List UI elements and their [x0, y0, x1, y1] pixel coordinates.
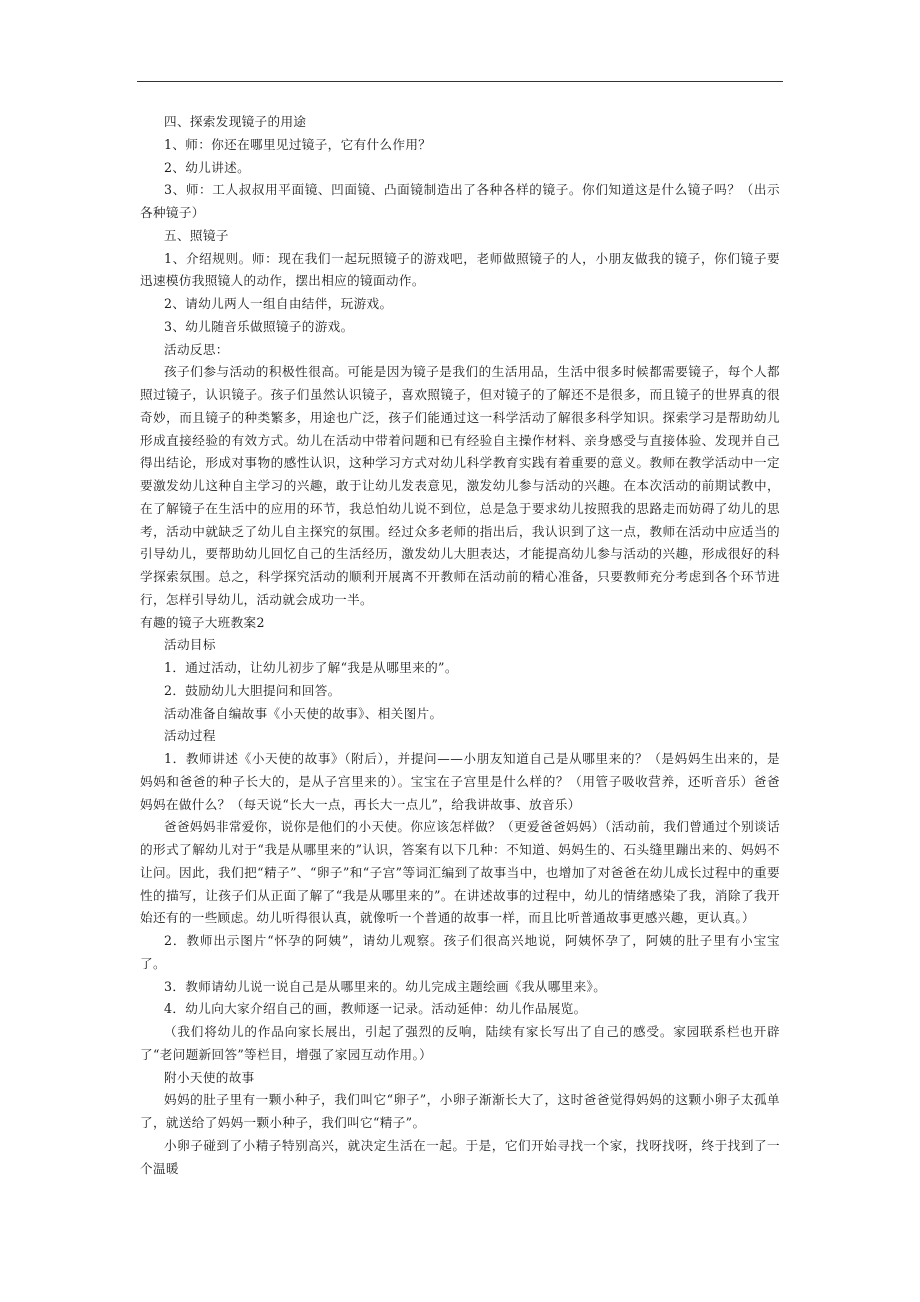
paragraph: 3、师：工人叔叔用平面镜、凹面镜、凸面镜制造出了各种各样的镜子。你们知道这是什么镜子吗？（出示各种镜子）	[140, 182, 780, 220]
paragraph: 2．教师出示图片“怀孕的阿姨”，请幼儿观察。孩子们很高兴地说，阿姨怀孕了，阿姨的肚子里有小宝宝了。	[140, 933, 780, 971]
paragraph: 活动反思：	[164, 341, 229, 357]
paragraph: 妈妈的肚子里有一颗小种子，我们叫它“卵子”，小卵子渐渐长大了，这时爸爸觉得妈妈的这颗小卵子太孤单了，就送给了妈妈一颗小种子，我们叫它“精子”。	[140, 1092, 780, 1130]
section-title: 有趣的镜子大班教案2	[140, 614, 265, 630]
paragraph: 2、请幼儿两人一组自由结伴，玩游戏。	[164, 296, 393, 311]
paragraph: 五、照镜子	[164, 227, 229, 243]
paragraph: 活动过程	[164, 728, 216, 744]
paragraph: 2．鼓励幼儿大胆提问和回答。	[164, 682, 341, 698]
paragraph: 活动目标	[164, 637, 216, 653]
paragraph: 小卵子碰到了小精子特别高兴，就决定生活在一起。于是，它们开始寻找一个家，找呀找呀，终于找到了一个温暖	[140, 1137, 780, 1176]
paragraph: 2、幼儿讲述。	[164, 159, 251, 175]
paragraph: 孩子们参与活动的积极性很高。可能是因为镜子是我们的生活用品，生活中很多时候都需要镜子，每个人都照过镜子，认识镜子。孩子们虽然认识镜子，喜欢照镜子，但对镜子的了解还不是很多，而且镜子的世界真的很奇妙，而且镜子的种类繁多，用途也广泛，孩子们能通过这一科学活动了解很多科学知识。探索学习是帮助幼儿形成直接经验的有效方式。幼儿在活动中带着问题和已有经验自主操作材料、亲身感受与直接体验、发现并自己得出结论，形成对事物的感性认识，这种学习方式对幼儿科学教育实践有着重要的意义。教师在教学活动中一定要激发幼儿这种自主学习的兴趣，敢于让幼儿发表意见，激发幼儿参与活动的兴趣。在本次活动的前期试教中，在了解镜子在生活中的应用的环节，我总怕幼儿说不到位，总是急于要求幼儿按照我的思路走而妨碍了幼儿的思考，活动中就缺乏了幼儿自主探究的氛围。经过众多老师的指出后，我认识到了这一点，教师在活动中应适当的引导幼儿，要帮助幼儿回忆自己的生活经历，激发幼儿大胆表达，才能提高幼儿参与活动的兴趣，形成很好的科学探索氛围。总之，科学探究活动的顺利开展离不开教师在活动前的精心准备，只要教师充分考虑到各个环节进行，怎样引导幼儿，活动就会成功一半。	[140, 364, 780, 607]
paragraph: 爸爸妈妈非常爱你，说你是他们的小天使。你应该怎样做？（更爱爸爸妈妈）（活动前，我们曾通过个别谈话的形式了解幼儿对于“我是从哪里来的”认识，答案有以下几种：不知道、妈妈生的、石头缝里蹦出来的、妈妈不让问。因此，我们把“精子”、“卵子”和“子宫”等词汇编到了故事当中，也增加了对爸爸在幼儿成长过程中的重要性的描写，让孩子们从正面了解了“我是从哪里来的”。在讲述故事的过程中，幼儿的情绪感染了我，消除了我开始还有的一些顾虑。幼儿听得很认真，就像听一个普通的故事一样，而且比听普通故事更感兴趣，更认真。）	[140, 819, 780, 926]
paragraph: 4．幼儿向大家介绍自己的画，教师逐一记录。活动延伸：幼儿作品展览。	[164, 1001, 587, 1017]
paragraph: 1．通过活动，让幼儿初步了解“我是从哪里来的”。	[164, 660, 458, 675]
paragraph: （我们将幼儿的作品向家长展出，引起了强烈的反响，陆续有家长写出了自己的感受。家园联系栏也开辟了“老问题新回答”等栏目，增强了家园互动作用。）	[140, 1024, 780, 1062]
paragraph: 3．教师请幼儿说一说自己是从哪里来的。幼儿完成主题绘画《我从哪里来》。	[164, 978, 607, 994]
paragraph: 1、介绍规则。师：现在我们一起玩照镜子的游戏吧，老师做照镜子的人，小朋友做我的镜子，你们镜子要迅速模仿我照镜人的动作，摆出相应的镜面动作。	[140, 250, 780, 289]
paragraph: 1．教师讲述《小天使的故事》（附后），并提问——小朋友知道自己是从哪里来的？（是妈妈生出来的，是妈妈和爸爸的种子长大的，是从子宫里来的）。宝宝在子宫里是什么样的？（用管子吸收营养，还听音乐）爸爸妈妈在做什么？（每天说“长大一点，再长大一点儿”，给我讲故事、放音乐）	[140, 751, 780, 812]
paragraph: 附小天使的故事	[164, 1069, 255, 1085]
paragraph: 四、探索发现镜子的用途	[164, 114, 307, 129]
paragraph: 1、师：你还在哪里见过镜子，它有什么作用？	[164, 136, 432, 152]
header-rule	[137, 81, 783, 82]
paragraph: 3、幼儿随音乐做照镜子的游戏。	[164, 318, 354, 334]
document-body	[140, 111, 780, 1180]
paragraph: 活动准备自编故事《小天使的故事》、相关图片。	[164, 705, 443, 721]
